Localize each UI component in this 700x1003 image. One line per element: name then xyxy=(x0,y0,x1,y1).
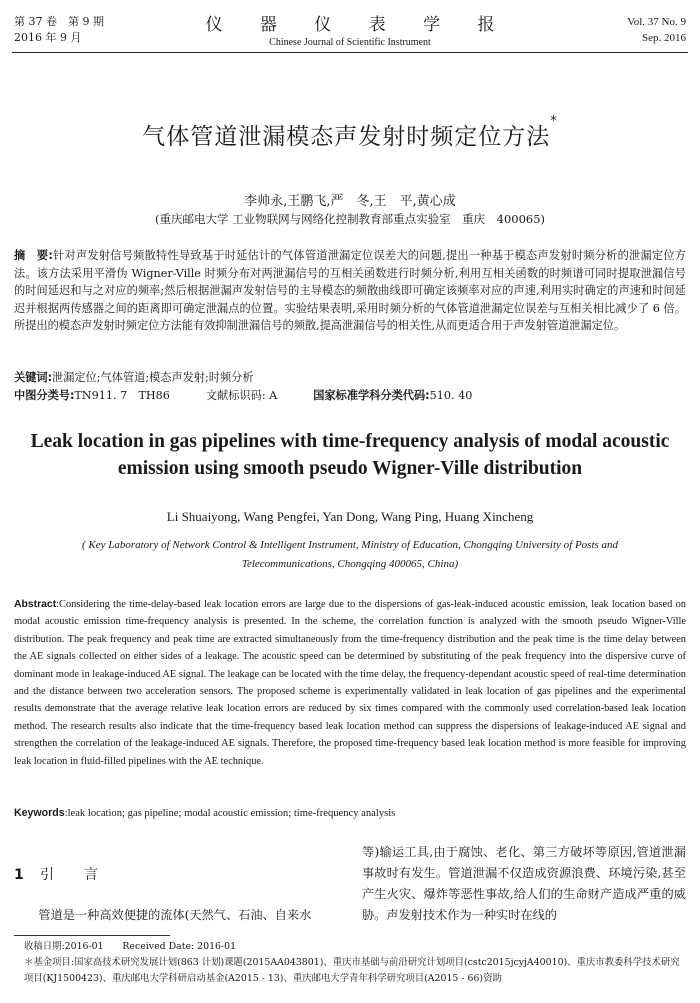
authors-en: Li Shuaiyong, Wang Pengfei, Yan Dong, Wang Ping, Huang Xincheng xyxy=(166,509,534,524)
clc-value: TN911. 7 TH86 xyxy=(74,389,170,402)
abstract-cn-text: 针对声发射信号频散特性导致基于时延估计的气体管道泄漏定位误差大的问题,提出一种基于模态声发射时频分析的泄漏定位方法。该方法采用平滑伪 Wigner-Ville 时频分布对两泄漏信号的互相关函数进行时频分析,利用互相关函数的时频谱可同时提取泄漏信号的时间延迟和与之对应的频率;然后根据泄漏声发射信号的主导模态的频散曲线即可确定该频率对应的声速,利用实时确定的声速和时间延迟并根据两传感器之间的距离即可确定泄漏点的位置。实验结果表明,采用时频分析的气体管道泄漏定位误差与互相关相比减少了 6 倍。所提出的模态声发射时频定位方法能有效抑制泄漏信号的频散,提高泄漏信号的相关性,从而更适合用于声发射管道泄漏定位。 xyxy=(14,249,686,332)
keywords-en xyxy=(14,805,686,822)
section-heading xyxy=(14,864,128,884)
issue-info-en xyxy=(627,14,686,46)
affiliation-cn: (重庆邮电大学 工业物联网与网络化控制教育部重点实验室 重庆 400065) xyxy=(154,212,546,226)
footnote-marker: * xyxy=(550,114,558,129)
affiliation-en xyxy=(40,536,660,574)
journal-name xyxy=(0,10,700,48)
keywords-en-label: Keywords xyxy=(14,807,65,819)
subject-code-value: 510. 40 xyxy=(429,389,473,402)
document-code: 文献标识码: A xyxy=(205,389,278,402)
volume-issue-cn: 第 37 卷 第 9 期 xyxy=(14,15,104,28)
affiliation-en-line2: Telecommunications, Chongqing 400065, China) xyxy=(241,558,459,570)
journal-name-cn: 仪 器 仪 表 学 报 xyxy=(205,15,511,35)
abstract-cn xyxy=(14,247,686,335)
received-date: 收稿日期:2016-01 Received Date: 2016-01 xyxy=(24,941,237,952)
abstract-en-label: Abstract xyxy=(14,599,57,610)
keywords-cn xyxy=(14,369,686,386)
volume-issue-en: Vol. 37 No. 9 xyxy=(627,16,686,28)
authors-cn: 李帅永,王鹏飞,严 冬,王 平,黄心成 xyxy=(244,194,456,209)
affiliation-en-line1: ( Key Laboratory of Network Control & Intelligent Instrument, Ministry of Education, Chongqing University of Posts and xyxy=(81,539,619,551)
clc-label: 中图分类号: xyxy=(14,389,75,402)
keywords-cn-text: 泄漏定位;气体管道;模态声发射;时频分析 xyxy=(52,371,254,384)
date-en: Sep. 2016 xyxy=(642,32,686,44)
paper-title-cn-text: 气体管道泄漏模态声发射时频定位方法 xyxy=(142,124,551,150)
classification-cn xyxy=(14,387,686,404)
header-divider xyxy=(12,52,688,53)
section-title: 引言 xyxy=(40,867,128,883)
abstract-cn-label: 摘 要: xyxy=(14,249,53,262)
paper-title-en-line1: Leak location in gas pipelines with time-frequency analysis of modal acoustic xyxy=(30,431,670,452)
paper-title-cn xyxy=(0,114,700,151)
keywords-cn-label: 关键词: xyxy=(14,371,53,384)
keywords-en-text: :leak location; gas pipeline; modal acoustic emission; time-frequency analysis xyxy=(64,808,396,819)
footnotes xyxy=(14,939,686,987)
funding-note: ＊基金项目:国家高技术研究发展计划(863 计划)课题(2015AA043801)、重庆市基础与前沿研究计划项目(cstc2015jcyjA40010)、重庆市教委科学技术研究项目(KJ1500423)、重庆邮电大学科研启动基金(A2015 - 13)、重庆邮电大学青年科学研究项目(A2015 - 66)资助 xyxy=(24,957,680,984)
date-cn: 2016 年 9 月 xyxy=(14,31,82,44)
section-number: 1 xyxy=(14,867,24,883)
abstract-en-text: :Considering the time-delay-based leak location errors are large due to the dispersions of gas-leak-induced acoustic emission, leak location based on modal acoustic emission time-frequency analysis is presented. In the scheme, the correlation function is analyzed with the smooth pseudo Wigner-Ville distribution. The peak frequency and peak time are extracted simultaneously from the time-frequency distribution and the peak time is the time delay between the AE signals collected on either sides of a leakage. The acoustic speed can be determined by substituting of the peak frequency into the dispersive curve of dominant mode in leakage-induced AE signal. The leakage can be located with the time delay, the frequency-dependant acoustic speed of real-time determination and the distance between two acceleration sensors. The proposed scheme is experimentally validated in leak location of gas pipelines and the experimental results demonstrate that the average relative leak location errors are reduced by six times compared with the commonly used correlation-based leak location method. The research results also indicate that the time-frequency based leak location method can suppress the dispersions of leakage-induced AE signal and strengthen the correlation of the leakage-induced AE signals. Therefore, the proposed time-frequency based leak location method is more feasible for improving leak location in fluid-filled pipelines with the AE technique. xyxy=(14,599,686,767)
paper-title-en-line2: emission using smooth pseudo Wigner-Ville distribution xyxy=(117,458,583,479)
subject-code-label: 国家标准学科分类代码: xyxy=(313,389,430,402)
body-text-left: 管道是一种高效便捷的流体(天然气、石油、自来水 xyxy=(38,908,312,922)
journal-name-en: Chinese Journal of Scientific Instrument xyxy=(269,37,431,48)
footnote-divider xyxy=(14,935,170,936)
abstract-en xyxy=(14,596,686,770)
paper-title-en xyxy=(0,428,700,482)
body-text-right: 等)输运工具,由于腐蚀、老化、第三方破坏等原因,管道泄漏事故时有发生。管道泄漏不仅造成资源浪费、环境污染,甚至产生火灾、爆炸等恶性事故,给人们的生命财产造成严重的威胁。声发射技术作为一种实时在线的 xyxy=(362,845,686,922)
